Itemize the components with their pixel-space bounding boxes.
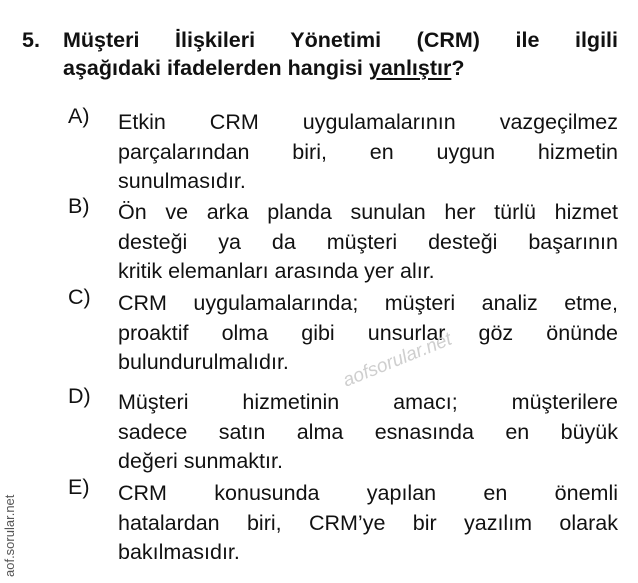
option-line: proaktif olma gibi unsurlar göz önünde [118,320,618,345]
option-line: Müşteri hizmetinin amacı; müşterilere [118,390,618,414]
option-line: CRM uygulamalarında; müşteri analiz etme, [118,291,618,315]
question-stem-line-2 [63,54,618,82]
option-line: desteği ya da müşteri desteği başarının [118,229,618,254]
question-stem-text: aşağıdaki ifadelerden hangisi [63,56,369,80]
option-letter: E) [68,475,90,499]
option-text [118,198,618,287]
option-text [118,108,618,197]
option-line: Etkin CRM uygulamalarının vazgeçilmez [118,110,618,134]
option-line: bakılmasıdır. [118,540,240,564]
option-line: sunulmasıdır. [118,169,246,193]
question-number: 5. [22,28,40,52]
option-line: hatalardan biri, CRM’ye bir yazılım olarak [118,510,618,535]
option-line: CRM konusunda yapılan en önemli [118,481,618,505]
option-line: kritik elemanları arasında yer alır. [118,259,435,283]
watermark-center: aofsorular.net [340,328,455,392]
option-letter: B) [68,194,90,218]
question-mark: ? [451,56,465,80]
option-text [118,289,618,378]
option-line: değeri sunmaktır. [118,449,283,473]
question-stem [63,26,618,82]
option-text [118,479,618,568]
question-stem-line-1: Müşteri İlişkileri Yönetimi (CRM) ile ilgili [63,28,618,52]
question-emphasis-word: yanlıştır [368,56,452,80]
watermark-side: aof.sorular.net [2,494,17,577]
option-letter: A) [68,104,90,128]
option-line: Ön ve arka planda sunulan her türlü hizmet [118,200,618,224]
option-letter: C) [68,285,91,309]
option-line: bulundurulmalıdır. [118,350,289,374]
option-line: sadece satın alma esnasında en büyük [118,419,618,444]
option-line: parçalarından biri, en uygun hizmetin [118,139,618,164]
option-text [118,388,618,477]
option-letter: D) [68,384,91,408]
